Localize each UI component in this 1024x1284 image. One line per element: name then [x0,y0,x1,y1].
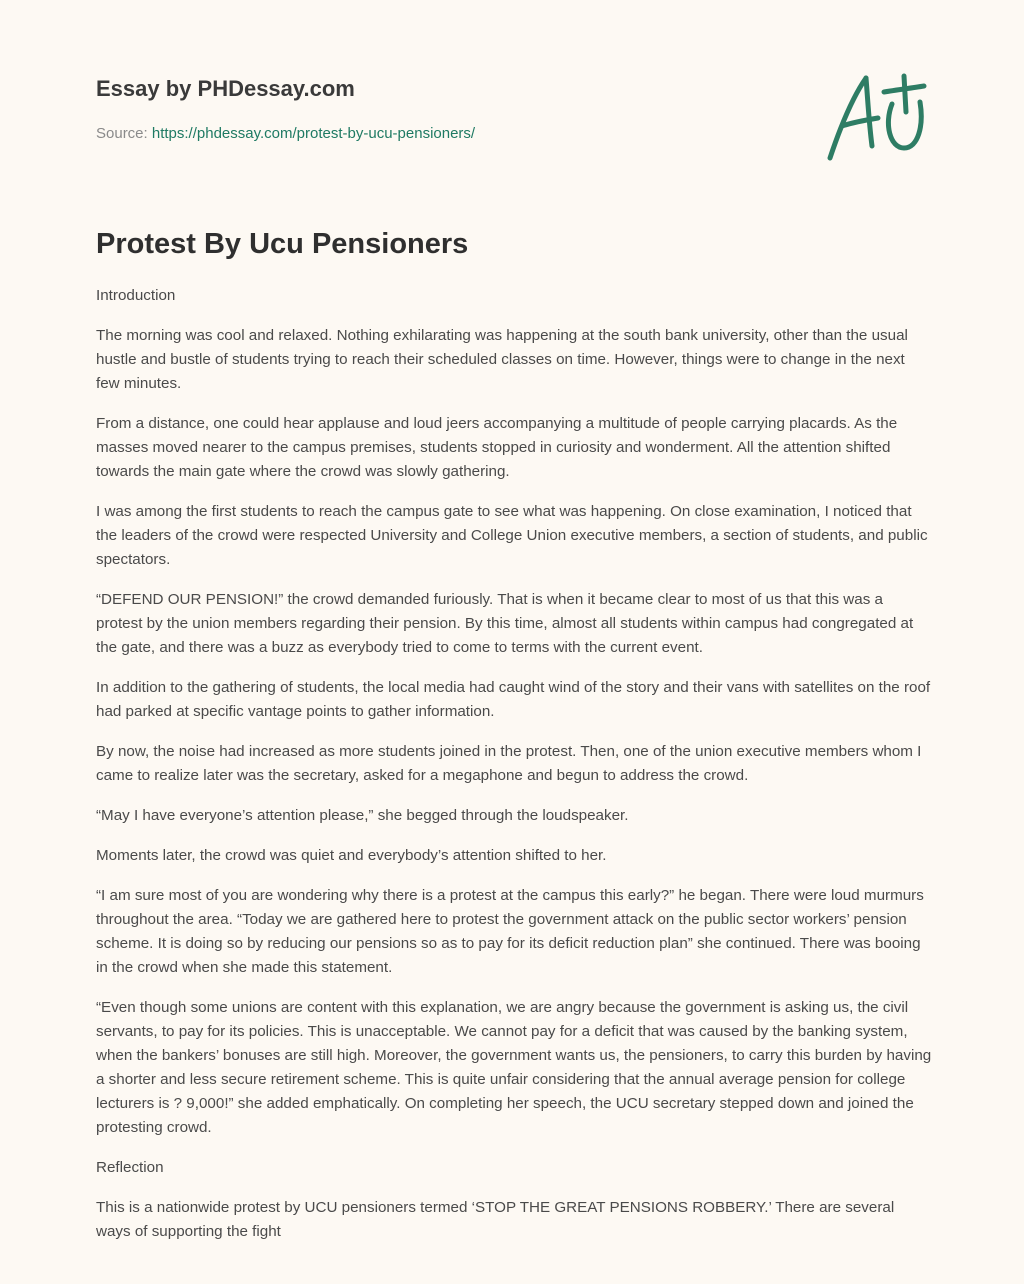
source-line [96,124,796,144]
paragraph: The morning was cool and relaxed. Nothing exhilarating was happening at the south bank university, other than the usual hustle and bustle of students trying to reach their scheduled classes on time. However, things were to change in the next few minutes. [96,327,908,392]
paragraph: “DEFEND OUR PENSION!” the crowd demanded furiously. That is when it became clear to most of us that this was a protest by the union members regarding their pension. By this time, almost all students within campus had congregated at the gate, and there was a buzz as everybody tried to come to terms with the current event. [96,591,914,656]
source-link[interactable]: https://phdessay.com/protest-by-ucu-pensioners/ [151,125,476,142]
essay-body [96,284,932,1260]
paragraph: This is a nationwide protest by UCU pensioners termed ‘STOP THE GREAT PENSIONS ROBBERY.’ There are several ways of supporting the fight [96,1199,895,1240]
paragraph: “I am sure most of you are wondering why there is a protest at the campus this early?” he began. There were loud murmurs throughout the area. “Today we are gathered here to protest the government attack on the public sector workers’ pension scheme. It is doing so by reducing our pensions so as to pay for its deficit reduction plan” she continued. There was booing in the crowd when she made this statement. [96,887,924,976]
site-brand: Essay by PHDessay.com [96,76,355,101]
paragraph: Reflection [96,1159,164,1176]
essay-title: Protest By Ucu Pensioners [96,228,469,260]
paragraph: From a distance, one could hear applause and loud jeers accompanying a multitude of people carrying placards. As the masses moved nearer to the campus premises, students stopped in curiosity and wonderment. All the attention shifted towards the main gate where the crowd was slowly gathering. [96,415,898,480]
paragraph: I was among the first students to reach the campus gate to see what was happening. On close examination, I noticed that the leaders of the crowd were respected University and College Union executive members, a section of students, and public spectators. [96,503,928,568]
source-label: Source: [96,125,148,142]
paragraph: By now, the noise had increased as more students joined in the protest. Then, one of the union executive members whom I came to realize later was the secretary, asked for a megaphone and begun to address the crowd. [96,743,922,784]
paragraph: “May I have everyone’s attention please,” she begged through the loudspeaker. [96,807,629,824]
paragraph: Moments later, the crowd was quiet and everybody’s attention shifted to her. [96,847,607,864]
page-header [96,74,796,144]
paragraph: Introduction [96,287,176,304]
a-plus-grade-icon [822,68,930,164]
paragraph: “Even though some unions are content with this explanation, we are angry because the government is asking us, the civil servants, to pay for its policies. This is unacceptable. We cannot pay for a deficit that was caused by the banking system, when the bankers’ bonuses are still high. Moreover, the government wants us, the pensioners, to carry this burden by having a shorter and less secure retirement scheme. This is quite unfair considering that the annual average pension for college lecturers is ? 9,000!” she added emphatically. On completing her speech, the UCU secretary stepped down and joined the protesting crowd. [96,999,932,1136]
paragraph: In addition to the gathering of students, the local media had caught wind of the story and their vans with satellites on the roof had parked at specific vantage points to gather information. [96,679,931,720]
